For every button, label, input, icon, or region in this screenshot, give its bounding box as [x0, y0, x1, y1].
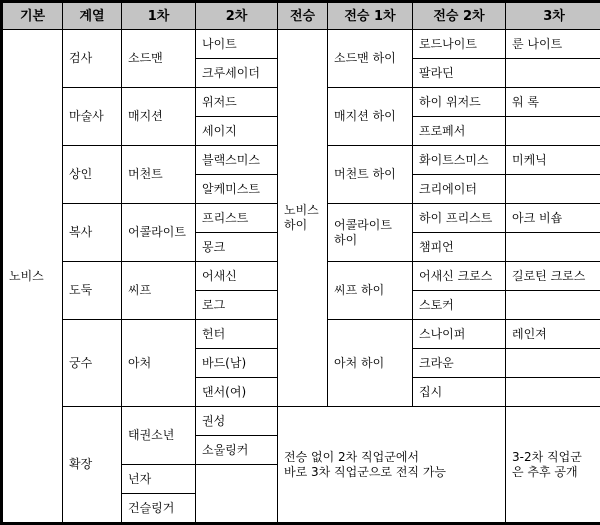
second-job-cell: 위저드 — [196, 88, 278, 117]
transcend-second-job-cell: 프로페서 — [413, 117, 506, 146]
table-row — [3, 407, 600, 436]
second-job-cell: 댄서(여) — [196, 378, 278, 407]
header-transcend-first: 전승 1차 — [328, 3, 413, 30]
header-category: 계열 — [63, 3, 122, 30]
category-cell: 궁수 — [63, 320, 122, 407]
job-tree-table — [2, 2, 600, 523]
transcend-second-job-cell: 크라운 — [413, 349, 506, 378]
third-job-cell-empty — [506, 59, 600, 88]
novice-high-cell: 노비스 하이 — [278, 30, 328, 407]
transcend-first-job-cell: 머천트 하이 — [328, 146, 413, 204]
second-job-cell: 로그 — [196, 291, 278, 320]
transcend-second-job-cell: 화이트스미스 — [413, 146, 506, 175]
transcend-second-job-cell: 하이 위저드 — [413, 88, 506, 117]
first-job-cell: 매지션 — [122, 88, 196, 146]
second-job-cell: 크루세이더 — [196, 59, 278, 88]
third-job-cell: 아크 비숍 — [506, 204, 600, 233]
transcend-second-job-cell: 크리에이터 — [413, 175, 506, 204]
third-job-cell-empty — [506, 291, 600, 320]
transcend-second-job-cell: 스토커 — [413, 291, 506, 320]
third-job-cell: 워 록 — [506, 88, 600, 117]
table-row — [3, 30, 600, 59]
second-job-cell: 몽크 — [196, 233, 278, 262]
second-job-cell: 세이지 — [196, 117, 278, 146]
header-transcend: 전승 — [278, 3, 328, 30]
category-cell: 복사 — [63, 204, 122, 262]
third-job-note-cell — [506, 407, 600, 523]
second-job-cell: 어새신 — [196, 262, 278, 291]
second-job-cell: 권성 — [196, 407, 278, 436]
header-row — [3, 3, 600, 30]
first-job-cell: 아처 — [122, 320, 196, 407]
transcend-second-job-cell: 챔피언 — [413, 233, 506, 262]
transcend-note-line2: 바로 3차 직업군으로 전직 가능 — [284, 464, 446, 479]
transcend-first-job-cell: 씨프 하이 — [328, 262, 413, 320]
transcend-second-job-cell: 로드나이트 — [413, 30, 506, 59]
second-job-cell-empty — [196, 465, 278, 523]
third-job-cell-empty — [506, 175, 600, 204]
second-job-cell: 소울링커 — [196, 436, 278, 465]
third-job-cell: 길로틴 크로스 — [506, 262, 600, 291]
third-note-line1: 3-2차 직업군 — [512, 449, 582, 464]
third-job-cell-empty — [506, 117, 600, 146]
header-second-job: 2차 — [196, 3, 278, 30]
first-job-cell: 머천트 — [122, 146, 196, 204]
transcend-second-job-cell: 집시 — [413, 378, 506, 407]
third-job-cell-empty — [506, 233, 600, 262]
second-job-cell: 프리스트 — [196, 204, 278, 233]
third-note-line2: 은 추후 공개 — [512, 464, 578, 479]
third-job-cell: 미케닉 — [506, 146, 600, 175]
first-job-cell: 넌자 — [122, 465, 196, 494]
header-first-job: 1차 — [122, 3, 196, 30]
novice-cell: 노비스 — [3, 30, 63, 523]
first-job-cell: 소드맨 — [122, 30, 196, 88]
second-job-cell: 헌터 — [196, 320, 278, 349]
transcend-second-job-cell: 어새신 크로스 — [413, 262, 506, 291]
transcend-note-line1: 전승 없이 2차 직업군에서 — [284, 449, 419, 464]
transcend-note-cell — [278, 407, 506, 523]
transcend-second-job-cell: 스나이퍼 — [413, 320, 506, 349]
header-third-job: 3차 — [506, 3, 600, 30]
third-job-cell: 레인져 — [506, 320, 600, 349]
third-job-cell-empty — [506, 378, 600, 407]
transcend-first-job-cell: 소드맨 하이 — [328, 30, 413, 88]
first-job-cell: 건슬링거 — [122, 494, 196, 523]
first-job-cell: 어콜라이트 — [122, 204, 196, 262]
second-job-cell: 알케미스트 — [196, 175, 278, 204]
transcend-first-job-cell: 아처 하이 — [328, 320, 413, 407]
transcend-first-job-cell: 어콜라이트 하이 — [328, 204, 413, 262]
header-transcend-second: 전승 2차 — [413, 3, 506, 30]
second-job-cell: 나이트 — [196, 30, 278, 59]
transcend-first-job-cell: 매지션 하이 — [328, 88, 413, 146]
category-cell: 검사 — [63, 30, 122, 88]
category-cell: 마술사 — [63, 88, 122, 146]
transcend-second-job-cell: 팔라딘 — [413, 59, 506, 88]
category-cell-expansion: 확장 — [63, 407, 122, 523]
first-job-cell: 태권소년 — [122, 407, 196, 465]
category-cell: 상인 — [63, 146, 122, 204]
transcend-second-job-cell: 하이 프리스트 — [413, 204, 506, 233]
second-job-cell: 블랙스미스 — [196, 146, 278, 175]
third-job-cell-empty — [506, 349, 600, 378]
third-job-cell: 룬 나이트 — [506, 30, 600, 59]
first-job-cell: 씨프 — [122, 262, 196, 320]
second-job-cell: 바드(남) — [196, 349, 278, 378]
category-cell: 도둑 — [63, 262, 122, 320]
header-basic: 기본 — [3, 3, 63, 30]
